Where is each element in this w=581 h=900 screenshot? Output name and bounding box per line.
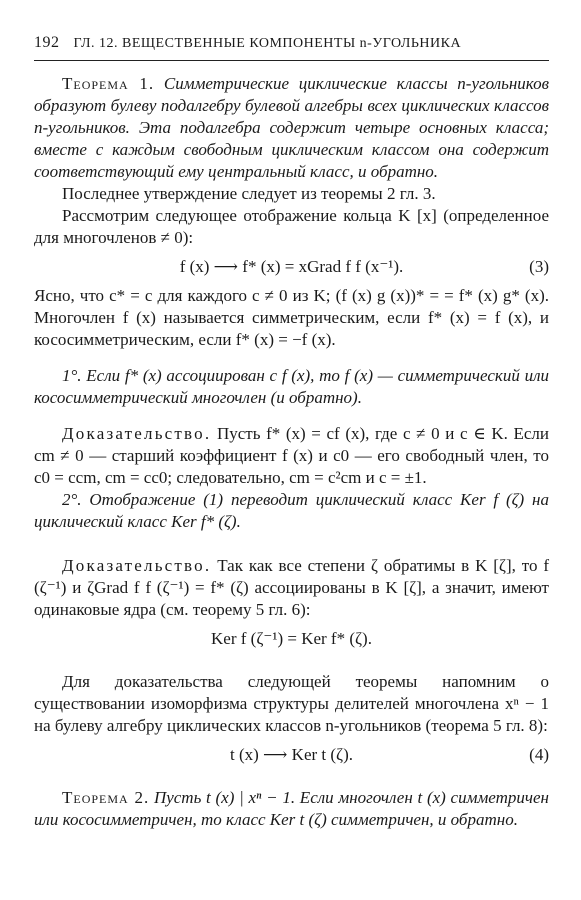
equation-3-body: f (x) ⟶ f* (x) = xGrad f f (x⁻¹).: [179, 257, 404, 276]
claim-2: 2°. Отображение (1) переводит циклический класс Ker f (ζ) на циклический класс Ker f* (ζ).: [34, 490, 549, 531]
spacer: [34, 773, 549, 787]
equation-4-body: t (x) ⟶ Ker t (ζ).: [230, 745, 353, 764]
theorem-2-statement: Пусть t (x) | xⁿ − 1. Если многочлен t (x) симметричен или кососимметричен, то класс Ker t (ζ) симметричен, и обратно.: [34, 788, 549, 829]
proof-1: [34, 423, 549, 489]
equation-3: [34, 256, 549, 278]
para-follows: Последнее утверждение следует из теоремы 2 гл. 3.: [62, 184, 436, 203]
theorem-1-label: Теорема 1.: [62, 74, 155, 93]
running-title: ГЛ. 12. ВЕЩЕСТВЕННЫЕ КОМПОНЕНТЫ n-УГОЛЬНИКА: [73, 36, 462, 51]
page-number: 192: [34, 34, 60, 51]
proof-2-label: Доказательство.: [62, 556, 212, 575]
spacer: [34, 533, 549, 555]
theorem-1: [34, 73, 549, 183]
para-consider: Рассмотрим следующее отображение кольца K [x] (определенное для многочленов ≠ 0):: [34, 206, 549, 247]
equation-ker-body: Ker f (ζ⁻¹) = Ker f* (ζ).: [211, 629, 372, 648]
equation-4-tag: (4): [529, 745, 549, 764]
proof-1-label: Доказательство.: [62, 424, 212, 443]
book-page: [34, 34, 549, 831]
spacer: [34, 657, 549, 671]
para-clearly: Ясно, что c* = c для каждого c ≠ 0 из K; (f (x) g (x))* = = f* (x) g* (x). Многочлен f (x) называется симметрическим, если f* (x) = f (x), и кососимметрическим, если f* (x) = −f (x).: [34, 286, 549, 349]
theorem-1-statement: Симметрические циклические классы n-угольников образуют булеву подалгебру булевой алгебры всех циклических классов n-угольников. Эта подалгебра содержит четыре основных класса; вместе с каждым свободным циклическим классом она содержит соответствующий ему центральный класс, и обратно.: [34, 74, 549, 181]
proof-2-text: Так как все степени ζ обратимы в K [ζ], то f (ζ⁻¹) и ζGrad f f (ζ⁻¹) = f* (ζ) ассоциированы в K [ζ], а значит, имеют одинаковые ядра (см. теорему 5 гл. 6):: [34, 556, 549, 619]
theorem-2: [34, 787, 549, 831]
theorem-2-label: Теорема 2.: [62, 788, 150, 807]
proof-2: [34, 555, 549, 621]
para-next: Для доказательства следующей теоремы напомним о существовании изоморфизма структуры делителей многочлена xⁿ − 1 на булеву алгебру циклических классов n-угольников (теорема 5 гл. 8):: [34, 672, 549, 735]
page-header: [34, 34, 549, 56]
equation-3-tag: (3): [529, 257, 549, 276]
spacer: [34, 351, 549, 365]
spacer: [34, 409, 549, 423]
equation-4: [34, 744, 549, 766]
header-rule: [34, 60, 549, 61]
proof-1-text: Пусть f* (x) = cf (x), где c ≠ 0 и c ∈ K. Если cm ≠ 0 — старший коэффициент f (x) и c0 — его свободный член, то c0 = ccm, cm = cc0; следовательно, cm = c²cm и c = ±1.: [34, 424, 549, 487]
equation-ker: [34, 628, 549, 650]
claim-1: 1°. Если f* (x) ассоциирован с f (x), то f (x) — симметрический или кососимметрический многочлен (и обратно).: [34, 366, 549, 407]
